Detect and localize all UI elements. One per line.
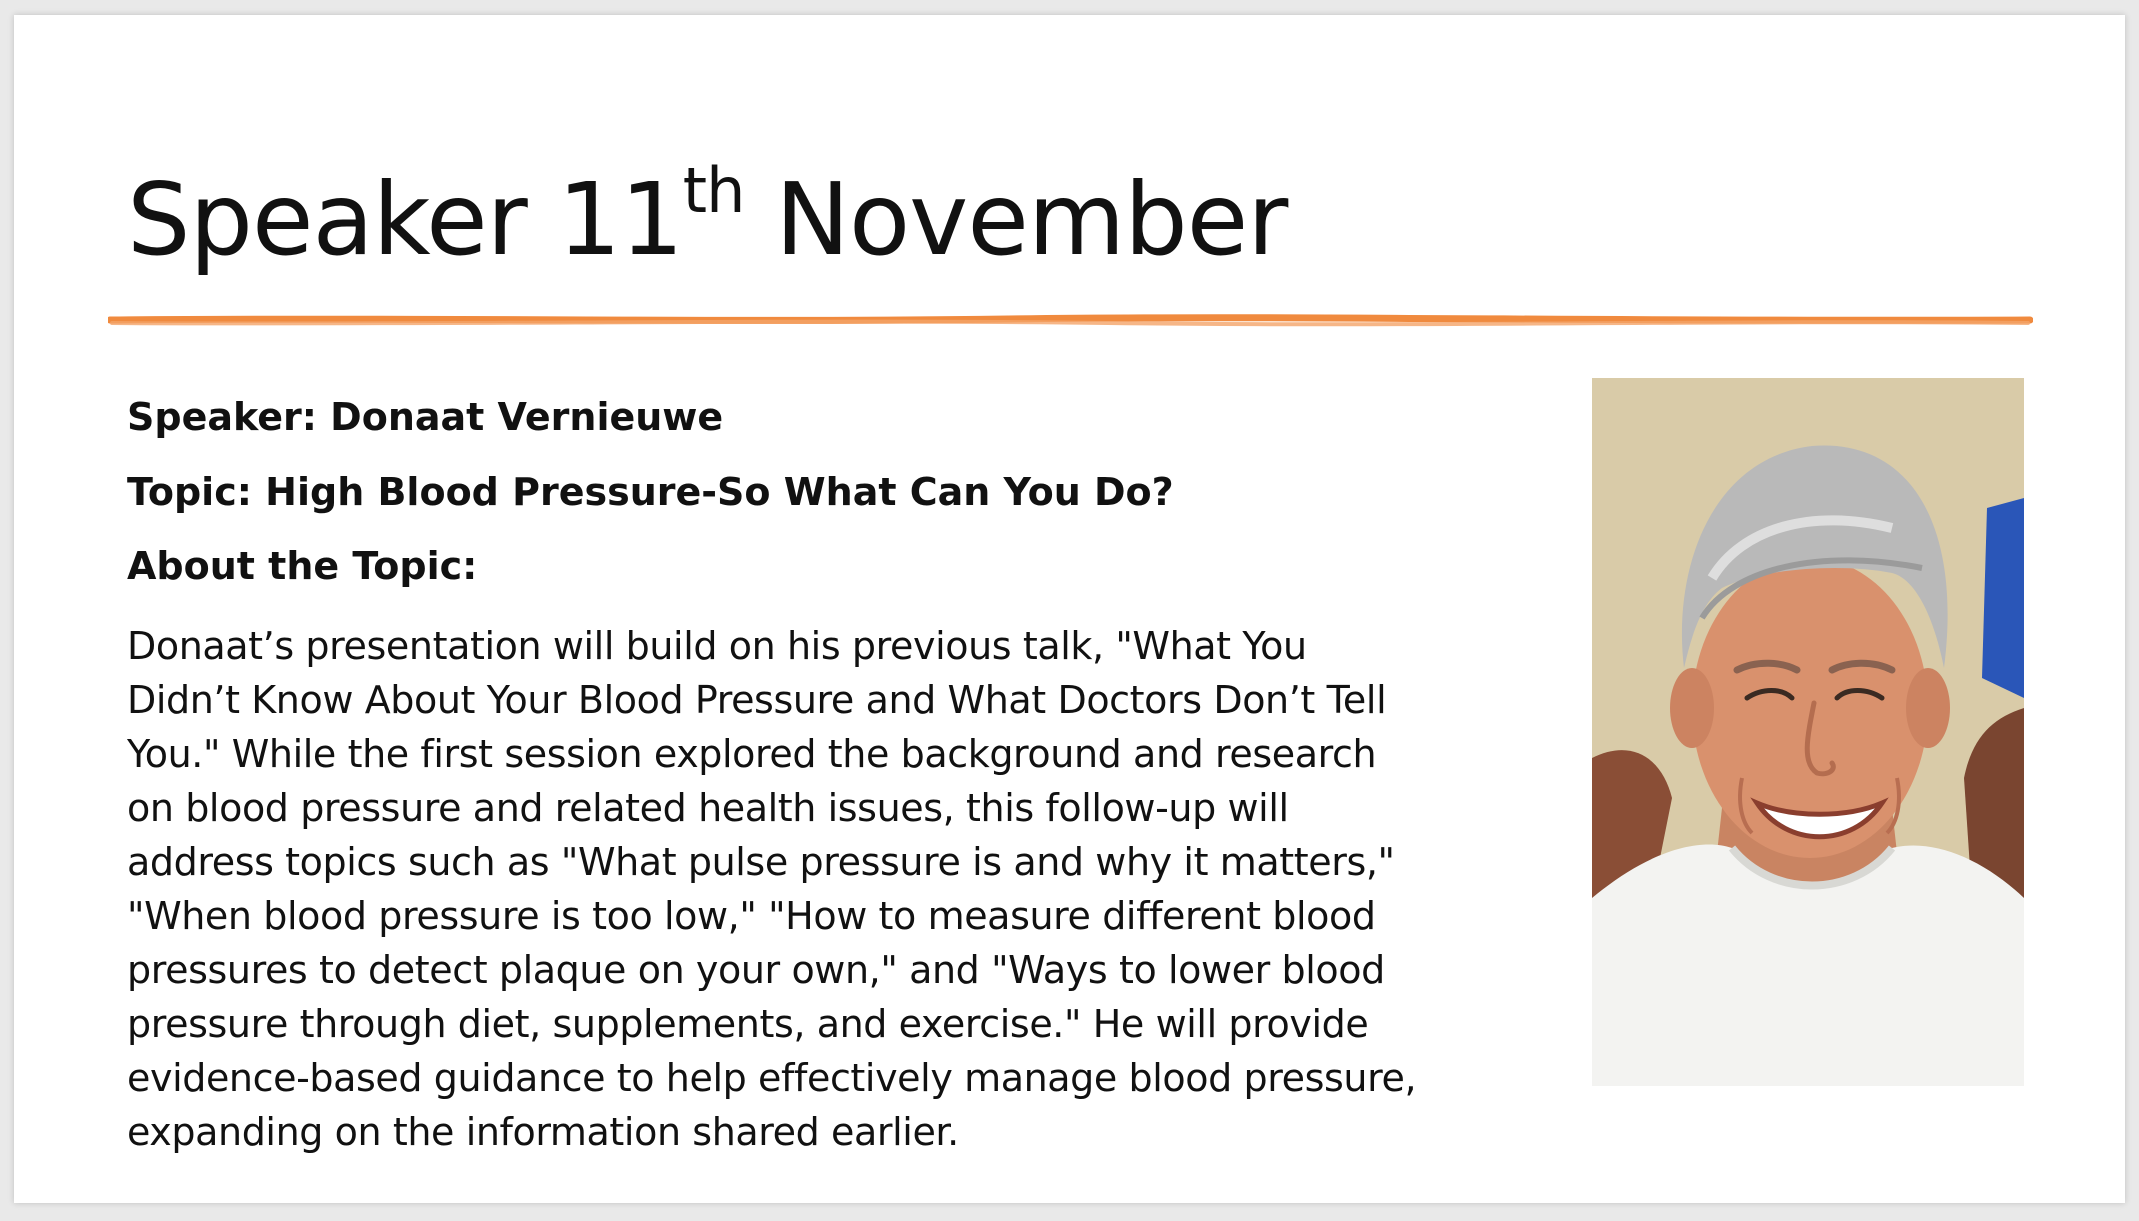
title-underline xyxy=(108,311,2033,333)
about-line: pressure through diet, supplements, and exercise." He will provide xyxy=(127,1001,1369,1046)
title-superscript: th xyxy=(682,154,745,227)
speaker-portrait-icon xyxy=(1592,378,2024,1086)
about-line: Didn’t Know About Your Blood Pressure and What Doctors Don’t Tell xyxy=(127,677,1387,722)
about-line: You." While the first session explored the background and research xyxy=(127,731,1377,776)
content-block xyxy=(127,395,1517,1159)
about-line: Donaat’s presentation will build on his previous talk, "What You xyxy=(127,623,1307,668)
title-month: November xyxy=(744,161,1288,278)
about-line: address topics such as "What pulse pressure is and why it matters," xyxy=(127,839,1395,884)
about-line: on blood pressure and related health issues, this follow-up will xyxy=(127,785,1289,830)
about-paragraph xyxy=(127,619,1517,1159)
about-line: "When blood pressure is too low," "How to measure different blood xyxy=(127,893,1376,938)
speaker-name: Speaker: Donaat Vernieuwe xyxy=(127,395,724,439)
speaker-photo xyxy=(1592,378,2024,1086)
about-line: pressures to detect plaque on your own," and "Ways to lower blood xyxy=(127,947,1385,992)
about-line: expanding on the information shared earlier. xyxy=(127,1109,959,1154)
title-main: Speaker 11 xyxy=(127,161,683,278)
about-line: evidence-based guidance to help effectively manage blood pressure, xyxy=(127,1055,1417,1100)
slide-title xyxy=(127,154,1288,278)
slide xyxy=(14,15,2125,1203)
about-heading: About the Topic: xyxy=(127,544,478,589)
topic-title: Topic: High Blood Pressure-So What Can You Do? xyxy=(127,469,1174,514)
